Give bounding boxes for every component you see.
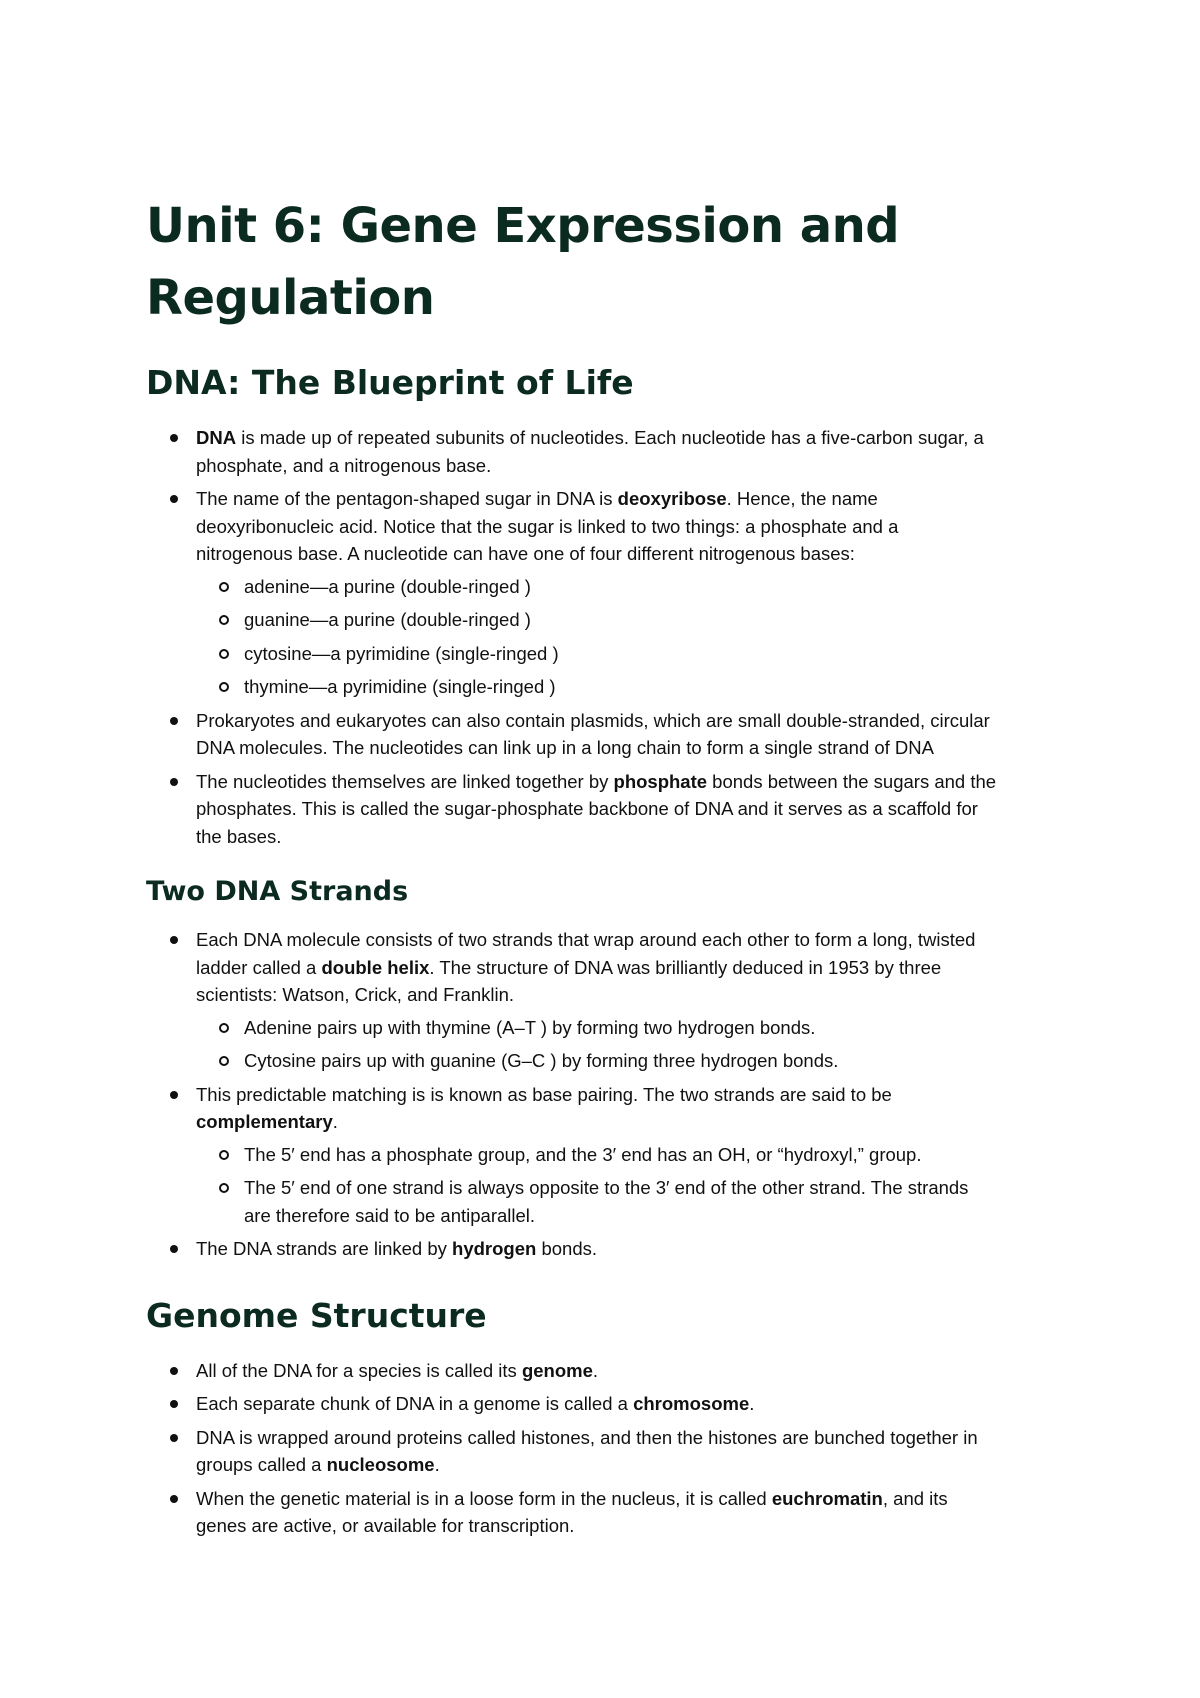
list-item — [196, 707, 1000, 762]
text-run: . — [332, 1111, 338, 1132]
list-item — [196, 1357, 1000, 1385]
text-run: Each separate chunk of DNA in a genome is called a — [196, 1393, 634, 1414]
list-item — [196, 926, 1000, 1075]
text-run: bonds between the sugars and the phosphates. This is called the sugar-phosphate backbone of DNA and it serves as a scaffold for the bases. — [196, 770, 997, 847]
text-run: This predictable matching is is known as base pairing. The two strands are said to be — [196, 1083, 892, 1105]
list-item — [196, 485, 1000, 701]
sub-list-item: cytosine—a pyrimidine (single-ringed ) — [244, 640, 1000, 668]
page-title: Unit 6: Gene Expression and Regulation — [146, 198, 900, 326]
text-run: All of the DNA for a species is called its — [196, 1359, 522, 1381]
sub-list-item: Adenine pairs up with thymine (A–T ) by forming two hydrogen bonds. — [244, 1014, 1000, 1042]
bold-term: deoxyribose — [617, 488, 727, 509]
bold-term: phosphate — [613, 770, 708, 792]
text-run: Each DNA molecule consists of two strands that wrap around each other to form a long, twisted ladder called a — [196, 929, 976, 978]
bold-term: euchromatin — [771, 1487, 883, 1509]
text-run: , and its genes are active, or available for transcription. — [196, 1487, 948, 1536]
list-item — [196, 1235, 1000, 1263]
text-run: The name of the pentagon-shaped sugar in DNA is — [196, 488, 618, 509]
sub-list — [196, 1141, 1000, 1230]
text-run: . — [592, 1359, 599, 1381]
sub-list — [196, 1014, 1000, 1075]
sub-list — [196, 573, 1000, 701]
sub-list-item: Cytosine pairs up with guanine (G–C ) by forming three hydrogen bonds. — [244, 1047, 1000, 1075]
section-list — [146, 424, 1000, 850]
text-run: DNA is wrapped around proteins called histones, and then the histones are bunched together in groups called a — [196, 1426, 978, 1475]
list-item — [196, 1390, 1000, 1418]
text-run: . — [749, 1393, 755, 1414]
sub-list-item: guanine—a purine (double-ringed ) — [244, 606, 1000, 634]
sub-list-item: The 5′ end of one strand is always opposite to the 3′ end of the other strand. The strands are therefore said to be antiparallel. — [244, 1174, 1000, 1229]
list-item — [196, 424, 1000, 479]
bold-term: DNA — [196, 427, 237, 448]
text-run: Prokaryotes and eukaryotes can also contain plasmids, which are small double-stranded, circular DNA molecules. The nucleotides can link up in a long chain to form a single strand of DNA — [196, 709, 990, 758]
list-item — [196, 1485, 1000, 1540]
section-list — [146, 1357, 1000, 1540]
text-run: bonds. — [536, 1238, 598, 1259]
sub-list-item: The 5′ end has a phosphate group, and the 3′ end has an OH, or “hydroxyl,” group. — [244, 1141, 1000, 1169]
sub-list-item: adenine—a purine (double-ringed ) — [244, 573, 1000, 601]
list-item — [196, 768, 1000, 851]
text-run: The nucleotides themselves are linked together by — [196, 770, 614, 792]
bold-term: complementary — [196, 1111, 333, 1132]
section-heading-genome-structure: Genome Structure — [146, 1295, 487, 1335]
text-run: is made up of repeated subunits of nucleotides. Each nucleotide has a five-carbon sugar, a phosphate, and a nitrogenous base. — [196, 427, 984, 476]
section-heading-dna-blueprint: DNA: The Blueprint of Life — [146, 363, 634, 402]
section-list — [146, 926, 1000, 1263]
text-run: . — [434, 1454, 440, 1475]
sub-list-item: thymine—a pyrimidine (single-ringed ) — [244, 673, 1000, 701]
text-run: The DNA strands are linked by — [196, 1238, 453, 1259]
list-item — [196, 1081, 1000, 1230]
bold-term: genome — [521, 1359, 593, 1381]
text-run: When the genetic material is in a loose form in the nucleus, it is called — [196, 1487, 772, 1509]
bold-term: double helix — [321, 956, 430, 978]
text-run: . Hence, the name deoxyribonucleic acid. Notice that the sugar is linked to two things: a phosphate and a nitrogenous base. A nucleotide can have one of four different nitrogenous bases: — [196, 488, 899, 564]
section-heading-two-dna-strands: Two DNA Strands — [146, 876, 409, 907]
bold-term: nucleosome — [326, 1454, 435, 1475]
bold-term: chromosome — [633, 1393, 750, 1414]
list-item — [196, 1424, 1000, 1479]
text-run: . The structure of DNA was brilliantly deduced in 1953 by three scientists: Watson, Crick, and Franklin. — [196, 956, 942, 1005]
bold-term: hydrogen — [452, 1238, 537, 1259]
